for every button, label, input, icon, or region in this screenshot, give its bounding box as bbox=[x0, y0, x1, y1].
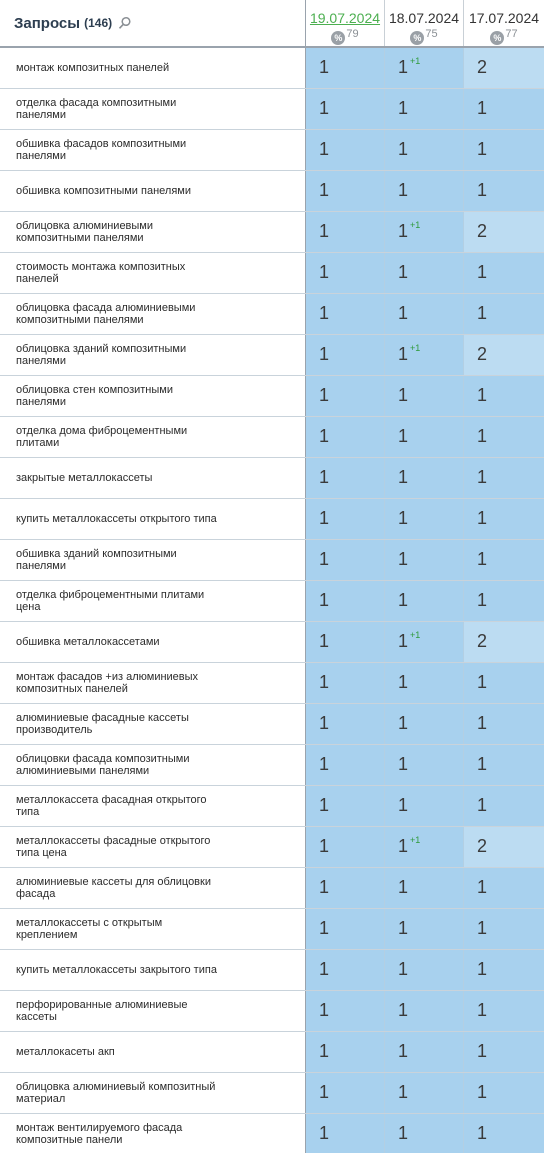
table-row[interactable] bbox=[0, 909, 544, 950]
query-text: металлокасеты акп bbox=[0, 1032, 306, 1072]
position-cell[interactable] bbox=[464, 171, 544, 211]
query-text: облицовка фасада алюминиевыми композитными панелями bbox=[0, 294, 306, 334]
position-value: 1 bbox=[477, 180, 488, 200]
position-cell[interactable] bbox=[306, 622, 385, 662]
position-change: +1 bbox=[410, 343, 421, 353]
position-cell[interactable] bbox=[306, 48, 385, 88]
position-value: 1 bbox=[398, 672, 409, 692]
position-value: 1 bbox=[398, 959, 409, 979]
position-value: 1 bbox=[398, 344, 409, 364]
position-value: 1 bbox=[477, 959, 488, 979]
position-cell[interactable] bbox=[464, 253, 544, 293]
position-cell[interactable] bbox=[464, 581, 544, 621]
position-value: 1 bbox=[398, 877, 409, 897]
position-value: 1 bbox=[477, 467, 488, 487]
query-text: монтаж вентилируемого фасада композитные панели bbox=[0, 1114, 306, 1153]
position-value: 1 bbox=[477, 426, 488, 446]
position-value: 1 bbox=[477, 1082, 488, 1102]
position-value: 1 bbox=[398, 57, 409, 77]
position-cell[interactable] bbox=[464, 294, 544, 334]
query-text: закрытые металлокассеты bbox=[0, 458, 306, 498]
position-cell[interactable] bbox=[306, 1114, 385, 1153]
table-row[interactable] bbox=[0, 950, 544, 991]
position-value: 1 bbox=[319, 672, 330, 692]
position-cell[interactable] bbox=[306, 704, 385, 744]
visibility-value: 79 bbox=[346, 28, 359, 40]
position-cell[interactable] bbox=[464, 745, 544, 785]
date-column-header[interactable] bbox=[306, 0, 385, 46]
position-value: 1 bbox=[477, 795, 488, 815]
position-cell[interactable] bbox=[306, 417, 385, 457]
position-cell[interactable] bbox=[464, 950, 544, 990]
date-label[interactable]: 17.07.2024 bbox=[468, 10, 540, 26]
table-row[interactable] bbox=[0, 48, 544, 89]
position-cell[interactable] bbox=[306, 253, 385, 293]
position-cell[interactable] bbox=[464, 89, 544, 129]
position-value: 1 bbox=[477, 1000, 488, 1020]
position-cell[interactable] bbox=[385, 458, 464, 498]
date-column-header[interactable] bbox=[464, 0, 544, 46]
query-text: монтаж фасадов +из алюминиевых композитных панелей bbox=[0, 663, 306, 703]
position-cell[interactable] bbox=[385, 335, 464, 375]
position-value: 1 bbox=[319, 1123, 330, 1143]
position-cell[interactable] bbox=[306, 376, 385, 416]
position-change: +1 bbox=[410, 220, 421, 230]
position-cell[interactable] bbox=[385, 950, 464, 990]
table-row[interactable] bbox=[0, 663, 544, 704]
position-value: 1 bbox=[319, 1000, 330, 1020]
table-row[interactable] bbox=[0, 89, 544, 130]
table-row[interactable] bbox=[0, 335, 544, 376]
table-header bbox=[0, 0, 544, 48]
position-value: 1 bbox=[477, 385, 488, 405]
table-row[interactable] bbox=[0, 991, 544, 1032]
position-cell[interactable] bbox=[385, 1073, 464, 1113]
position-value: 1 bbox=[319, 1041, 330, 1061]
position-value: 1 bbox=[319, 754, 330, 774]
position-value: 1 bbox=[477, 713, 488, 733]
position-cell[interactable] bbox=[464, 991, 544, 1031]
position-value: 1 bbox=[398, 385, 409, 405]
position-cell[interactable] bbox=[464, 622, 544, 662]
query-text: облицовка алюминиевый композитный материал bbox=[0, 1073, 306, 1113]
position-cell[interactable] bbox=[464, 1073, 544, 1113]
table-row[interactable] bbox=[0, 1114, 544, 1153]
position-value: 1 bbox=[319, 262, 330, 282]
position-value: 1 bbox=[319, 959, 330, 979]
position-cell[interactable] bbox=[306, 909, 385, 949]
position-value: 1 bbox=[477, 303, 488, 323]
position-cell[interactable] bbox=[385, 253, 464, 293]
position-cell[interactable] bbox=[385, 868, 464, 908]
position-cell[interactable] bbox=[306, 171, 385, 211]
query-text: перфорированные алюминиевые кассеты bbox=[0, 991, 306, 1031]
position-value: 1 bbox=[319, 344, 330, 364]
position-change: +1 bbox=[410, 56, 421, 66]
table-row[interactable] bbox=[0, 376, 544, 417]
position-value: 2 bbox=[477, 221, 488, 241]
position-cell[interactable] bbox=[306, 663, 385, 703]
position-cell[interactable] bbox=[385, 1032, 464, 1072]
query-text: стоимость монтажа композитных панелей bbox=[0, 253, 306, 293]
position-value: 1 bbox=[319, 1082, 330, 1102]
table-body bbox=[0, 48, 544, 1153]
position-value: 1 bbox=[398, 221, 409, 241]
position-value: 1 bbox=[319, 98, 330, 118]
search-icon[interactable] bbox=[118, 16, 132, 30]
position-value: 1 bbox=[319, 590, 330, 610]
table-row[interactable] bbox=[0, 458, 544, 499]
position-value: 1 bbox=[398, 1123, 409, 1143]
table-row[interactable] bbox=[0, 212, 544, 253]
position-value: 2 bbox=[477, 836, 488, 856]
position-value: 1 bbox=[319, 508, 330, 528]
position-cell[interactable] bbox=[464, 1114, 544, 1153]
position-cell[interactable] bbox=[385, 786, 464, 826]
position-cell[interactable] bbox=[464, 417, 544, 457]
query-text: облицовка зданий композитными панелями bbox=[0, 335, 306, 375]
position-cell[interactable] bbox=[464, 704, 544, 744]
position-value: 2 bbox=[477, 57, 488, 77]
table-row[interactable] bbox=[0, 704, 544, 745]
position-cell[interactable] bbox=[385, 376, 464, 416]
position-value: 1 bbox=[398, 508, 409, 528]
position-value: 1 bbox=[319, 139, 330, 159]
position-value: 1 bbox=[398, 918, 409, 938]
query-text: монтаж композитных панелей bbox=[0, 48, 306, 88]
query-text: металлокассеты с открытым креплением bbox=[0, 909, 306, 949]
query-text: обшивка зданий композитными панелями bbox=[0, 540, 306, 580]
position-value: 1 bbox=[319, 795, 330, 815]
query-text: обшивка фасадов композитными панелями bbox=[0, 130, 306, 170]
position-cell[interactable] bbox=[385, 171, 464, 211]
position-cell[interactable] bbox=[464, 540, 544, 580]
position-cell[interactable] bbox=[385, 909, 464, 949]
position-value: 1 bbox=[477, 262, 488, 282]
position-cell[interactable] bbox=[306, 991, 385, 1031]
position-cell[interactable] bbox=[385, 704, 464, 744]
table-row[interactable] bbox=[0, 499, 544, 540]
position-cell[interactable] bbox=[306, 499, 385, 539]
position-cell[interactable] bbox=[464, 1032, 544, 1072]
query-text: металлокассета фасадная открытого типа bbox=[0, 786, 306, 826]
position-value: 1 bbox=[398, 631, 409, 651]
position-cell[interactable] bbox=[385, 48, 464, 88]
position-cell[interactable] bbox=[385, 1114, 464, 1153]
position-value: 1 bbox=[477, 98, 488, 118]
position-cell[interactable] bbox=[306, 827, 385, 867]
position-cell[interactable] bbox=[464, 868, 544, 908]
position-cell[interactable] bbox=[306, 745, 385, 785]
position-change: +1 bbox=[410, 630, 421, 640]
position-cell[interactable] bbox=[385, 294, 464, 334]
percent-icon[interactable]: % bbox=[410, 31, 424, 45]
query-text: алюминиевые кассеты для облицовки фасада bbox=[0, 868, 306, 908]
position-value: 1 bbox=[319, 221, 330, 241]
position-cell[interactable] bbox=[385, 663, 464, 703]
query-text: купить металлокассеты открытого типа bbox=[0, 499, 306, 539]
query-text: обшивка композитными панелями bbox=[0, 171, 306, 211]
query-text: облицовки фасада композитными алюминиевыми панелями bbox=[0, 745, 306, 785]
position-value: 1 bbox=[319, 467, 330, 487]
query-text: облицовка алюминиевыми композитными панелями bbox=[0, 212, 306, 252]
position-value: 1 bbox=[319, 918, 330, 938]
position-cell[interactable] bbox=[306, 89, 385, 129]
position-cell[interactable] bbox=[385, 991, 464, 1031]
position-cell[interactable] bbox=[385, 622, 464, 662]
position-cell[interactable] bbox=[385, 540, 464, 580]
position-cell[interactable] bbox=[385, 745, 464, 785]
position-value: 1 bbox=[398, 549, 409, 569]
position-cell[interactable] bbox=[385, 212, 464, 252]
table-row[interactable] bbox=[0, 1032, 544, 1073]
date-label[interactable]: 18.07.2024 bbox=[388, 10, 460, 26]
position-value: 1 bbox=[398, 754, 409, 774]
position-cell[interactable] bbox=[464, 458, 544, 498]
position-value: 1 bbox=[398, 713, 409, 733]
percent-icon[interactable]: % bbox=[490, 31, 504, 45]
position-value: 1 bbox=[319, 549, 330, 569]
position-cell[interactable] bbox=[306, 540, 385, 580]
position-cell[interactable] bbox=[464, 335, 544, 375]
position-value: 1 bbox=[398, 795, 409, 815]
position-cell[interactable] bbox=[306, 581, 385, 621]
position-value: 1 bbox=[398, 1082, 409, 1102]
position-cell[interactable] bbox=[464, 48, 544, 88]
position-value: 1 bbox=[477, 877, 488, 897]
table-row[interactable] bbox=[0, 253, 544, 294]
position-value: 1 bbox=[319, 836, 330, 856]
query-text: алюминиевые фасадные кассеты производитель bbox=[0, 704, 306, 744]
position-cell[interactable] bbox=[385, 827, 464, 867]
table-row[interactable] bbox=[0, 745, 544, 786]
position-cell[interactable] bbox=[464, 827, 544, 867]
query-text: отделка дома фиброцементными плитами bbox=[0, 417, 306, 457]
position-value: 1 bbox=[319, 631, 330, 651]
position-value: 1 bbox=[398, 836, 409, 856]
position-value: 1 bbox=[319, 57, 330, 77]
position-value: 1 bbox=[477, 754, 488, 774]
position-value: 1 bbox=[477, 508, 488, 528]
position-value: 1 bbox=[477, 918, 488, 938]
position-cell[interactable] bbox=[385, 130, 464, 170]
position-cell[interactable] bbox=[306, 212, 385, 252]
position-value: 2 bbox=[477, 631, 488, 651]
position-cell[interactable] bbox=[464, 130, 544, 170]
position-value: 1 bbox=[319, 303, 330, 323]
table-row[interactable] bbox=[0, 827, 544, 868]
position-value: 1 bbox=[477, 590, 488, 610]
position-cell[interactable] bbox=[464, 663, 544, 703]
table-row[interactable] bbox=[0, 622, 544, 663]
query-text: отделка фасада композитными панелями bbox=[0, 89, 306, 129]
position-cell[interactable] bbox=[306, 786, 385, 826]
position-cell[interactable] bbox=[385, 581, 464, 621]
position-change: +1 bbox=[410, 835, 421, 845]
query-text: обшивка металлокассетами bbox=[0, 622, 306, 662]
queries-column-header[interactable] bbox=[0, 0, 306, 46]
position-value: 1 bbox=[398, 98, 409, 118]
position-cell[interactable] bbox=[464, 499, 544, 539]
position-cell[interactable] bbox=[306, 1073, 385, 1113]
position-value: 1 bbox=[398, 262, 409, 282]
position-cell[interactable] bbox=[385, 417, 464, 457]
position-cell[interactable] bbox=[464, 786, 544, 826]
position-cell[interactable] bbox=[306, 458, 385, 498]
query-text: облицовка стен композитными панелями bbox=[0, 376, 306, 416]
query-text: отделка фиброцементными плитами цена bbox=[0, 581, 306, 621]
position-cell[interactable] bbox=[464, 212, 544, 252]
position-value: 1 bbox=[477, 139, 488, 159]
table-row[interactable] bbox=[0, 171, 544, 212]
position-cell[interactable] bbox=[306, 1032, 385, 1072]
position-value: 1 bbox=[319, 877, 330, 897]
query-text: металлокассеты фасадные открытого типа цена bbox=[0, 827, 306, 867]
position-cell[interactable] bbox=[306, 130, 385, 170]
position-value: 1 bbox=[398, 1041, 409, 1061]
position-cell[interactable] bbox=[464, 376, 544, 416]
position-value: 1 bbox=[477, 549, 488, 569]
table-row[interactable] bbox=[0, 540, 544, 581]
position-value: 1 bbox=[477, 1041, 488, 1061]
date-link[interactable]: 19.07.2024 bbox=[309, 10, 381, 26]
position-value: 2 bbox=[477, 344, 488, 364]
percent-icon[interactable]: % bbox=[331, 31, 345, 45]
position-value: 1 bbox=[398, 1000, 409, 1020]
table-row[interactable] bbox=[0, 786, 544, 827]
table-row[interactable] bbox=[0, 868, 544, 909]
position-value: 1 bbox=[477, 672, 488, 692]
position-value: 1 bbox=[477, 1123, 488, 1143]
table-row[interactable] bbox=[0, 130, 544, 171]
queries-title: Запросы bbox=[14, 14, 81, 32]
visibility-value: 75 bbox=[425, 28, 438, 40]
queries-count: (146) bbox=[84, 16, 113, 30]
table-row[interactable] bbox=[0, 294, 544, 335]
position-value: 1 bbox=[319, 426, 330, 446]
position-value: 1 bbox=[319, 385, 330, 405]
date-column-header[interactable] bbox=[385, 0, 464, 46]
position-cell[interactable] bbox=[306, 868, 385, 908]
table-row[interactable] bbox=[0, 417, 544, 458]
position-value: 1 bbox=[398, 303, 409, 323]
position-cell[interactable] bbox=[306, 294, 385, 334]
query-text: купить металлокассеты закрытого типа bbox=[0, 950, 306, 990]
position-value: 1 bbox=[398, 467, 409, 487]
visibility-value: 77 bbox=[505, 28, 518, 40]
position-value: 1 bbox=[319, 713, 330, 733]
position-cell[interactable] bbox=[385, 89, 464, 129]
position-value: 1 bbox=[398, 426, 409, 446]
position-value: 1 bbox=[398, 590, 409, 610]
position-value: 1 bbox=[319, 180, 330, 200]
position-value: 1 bbox=[398, 139, 409, 159]
table-row[interactable] bbox=[0, 1073, 544, 1114]
position-cell[interactable] bbox=[306, 950, 385, 990]
position-cell[interactable] bbox=[385, 499, 464, 539]
table-row[interactable] bbox=[0, 581, 544, 622]
position-cell[interactable] bbox=[464, 909, 544, 949]
position-cell[interactable] bbox=[306, 335, 385, 375]
position-value: 1 bbox=[398, 180, 409, 200]
